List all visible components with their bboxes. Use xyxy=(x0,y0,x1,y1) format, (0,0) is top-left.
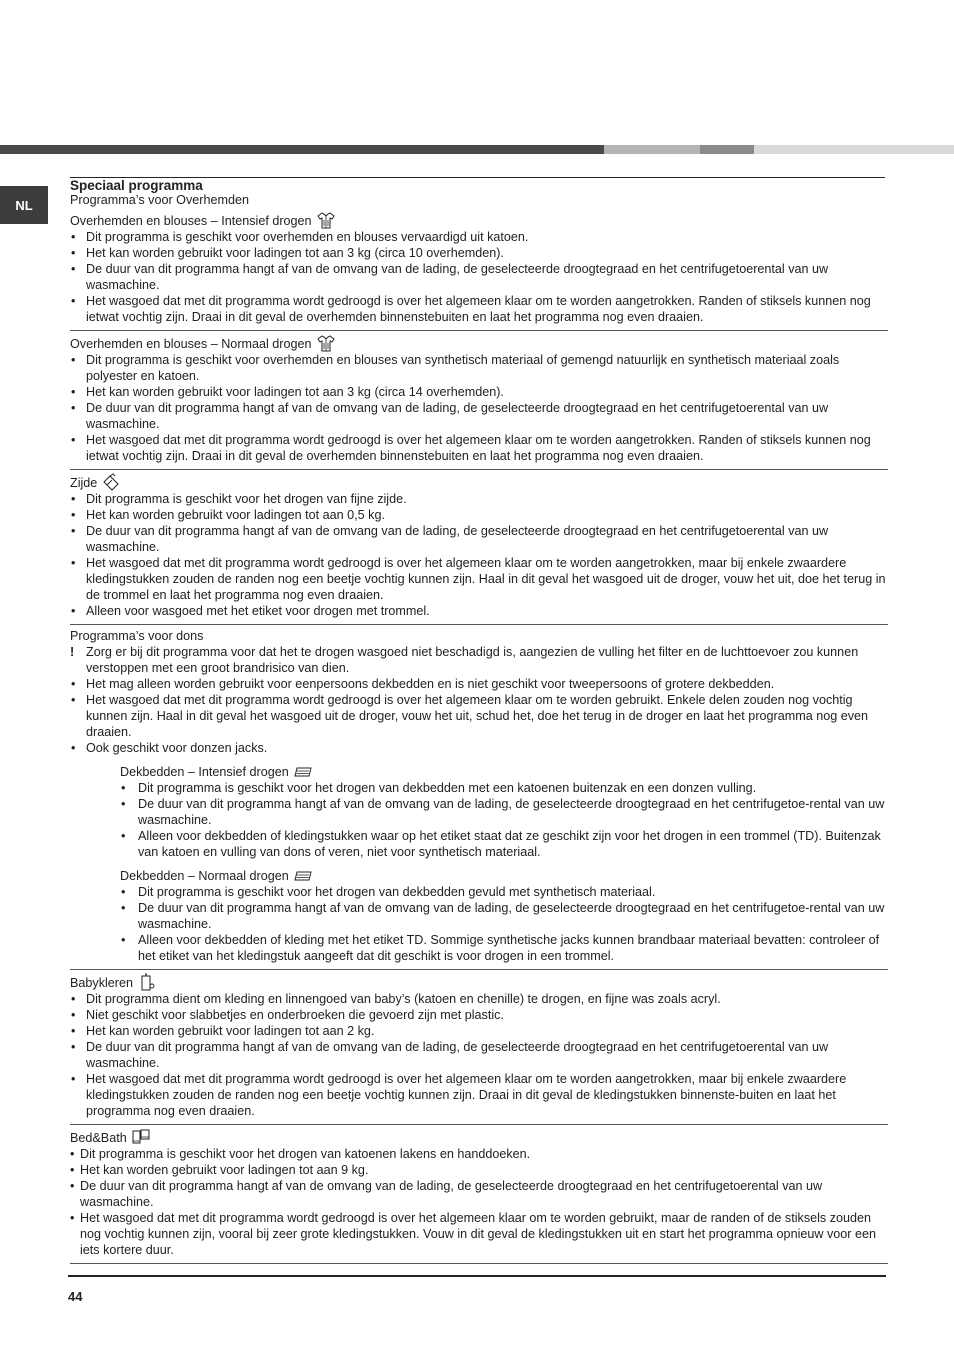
section-heading xyxy=(70,1128,888,1146)
bullet-list xyxy=(120,884,888,964)
list-item: • De duur van dit programma hangt af van de omvang van de lading, de geselecteerde droogtegraad en het centrifugetoe-rental van uw wasmachine. xyxy=(120,796,888,828)
section-down xyxy=(70,628,888,970)
page-subtitle: Programma’s voor Overhemden xyxy=(70,193,249,207)
list-item: • Het kan worden gebruikt voor ladingen tot aan 2 kg. xyxy=(70,1023,888,1039)
header-bar-segment xyxy=(700,145,754,154)
subsection-heading-text: Dekbedden – Normaal drogen xyxy=(120,869,289,883)
section-heading xyxy=(70,211,888,229)
list-item: • Het wasgoed dat met dit programma wordt gedroogd is over het algemeen klaar om te worden gebruikt. Enkele delen zouden nog vochtig kunnen zijn. Haal in dit geval het wasgoed uit de droger, vouw het uit, schud het, doe het terug in de droger en laat het programma nog even draaien. xyxy=(70,692,888,740)
list-item: • Alleen voor dekbedden of kleding met het etiket TD. Sommige synthetische jacks kunnen brandbaar materiaal bevatten: controleer of het etiket van het kledingstuk aangeeft dat dit geschikt is voor drogen in een trommel. xyxy=(120,932,888,964)
subsection-heading xyxy=(120,866,888,884)
duvet-icon xyxy=(293,866,313,884)
list-item: • Dit programma is geschikt voor overhemden en blouses vervaardigd uit katoen. xyxy=(70,229,888,245)
subsection-heading-text: Dekbedden – Intensief drogen xyxy=(120,765,289,779)
list-item: • Het wasgoed dat met dit programma wordt gedroogd is over het algemeen klaar om te worden gebruikt, maar de randen of de stiksels zouden nog vochtig kunnen zijn, vooral bij zeer grote kledingstukken. Vouw in dit geval de kledingstukken uit en start het programma opnieuw voor een iets kortere duur. xyxy=(70,1210,888,1258)
bullet-list xyxy=(70,491,888,619)
list-item: • De duur van dit programma hangt af van de omvang van de lading, de geselecteerde droogtegraad en het centrifugetoerental van uw wasmachine. xyxy=(70,261,888,293)
list-item: • De duur van dit programma hangt af van de omvang van de lading, de geselecteerde droogtegraad en het centrifugetoerental van uw wasmachine. xyxy=(70,1039,888,1071)
section-heading-text: Bed&Bath xyxy=(70,1131,127,1145)
list-item: • Het wasgoed dat met dit programma wordt gedroogd is over het algemeen klaar om te worden aangetrokken, maar bij enkele zwaardere kledingstukken zouden de randen nog een beetje vochtig kunnen zijn. Draai in dit geval de kledingstukken binnenste-buiten en laat het programma nog even draaien. xyxy=(70,1071,888,1119)
section-heading-text: Overhemden en blouses – Intensief drogen xyxy=(70,214,312,228)
list-item: • Het kan worden gebruikt voor ladingen tot aan 3 kg (circa 14 overhemden). xyxy=(70,384,888,400)
list-item: • Alleen voor dekbedden of kledingstukken waar op het etiket staat dat ze geschikt zijn voor het drogen in een trommel (TD). Buitenzak van katoen en vulling van dons of veren, niet voor synthetisch materiaal. xyxy=(120,828,888,860)
header-bar-segment xyxy=(0,145,604,154)
list-item: • Het kan worden gebruikt voor ladingen tot aan 0,5 kg. xyxy=(70,507,888,523)
header-color-bar xyxy=(0,145,954,154)
subsection-duvet-normal xyxy=(120,866,888,964)
list-item: • Het wasgoed dat met dit programma wordt gedroogd is over het algemeen klaar om te worden aangetrokken. Randen of stiksels kunnen nog ietwat vochtig zijn. Draai in dit geval de overhemden binnenstebuiten en laat het programma nog even draaien. xyxy=(70,432,888,464)
list-item: • Dit programma is geschikt voor het drogen van katoenen lakens en handdoeken. xyxy=(70,1146,888,1162)
list-item: • Dit programma is geschikt voor het drogen van dekbedden met een katoenen buitenzak en een donzen vulling. xyxy=(120,780,888,796)
list-item: • Alleen voor wasgoed met het etiket voor drogen met trommel. xyxy=(70,603,888,619)
section-heading xyxy=(70,973,888,991)
subsection-heading xyxy=(120,762,888,780)
list-item: • Het wasgoed dat met dit programma wordt gedroogd is over het algemeen klaar om te worden aangetrokken, maar bij enkele zwaardere kledingstukken zouden de randen nog een beetje vochtig kunnen zijn. Haal in dit geval het wasgoed uit de droger, vouw het uit, doe het terug in de trommel en laat het programma nog even draaien. xyxy=(70,555,888,603)
bed-bath-icon xyxy=(131,1128,151,1146)
footer-divider xyxy=(68,1275,886,1277)
section-bed-bath xyxy=(70,1128,888,1264)
list-item: • Het wasgoed dat met dit programma wordt gedroogd is over het algemeen klaar om te worden aangetrokken. Randen of stiksels kunnen nog ietwat vochtig zijn. Draai in dit geval de overhemden binnenstebuiten en laat het programma nog even draaien. xyxy=(70,293,888,325)
shirt-icon xyxy=(316,334,336,352)
list-item: • Het kan worden gebruikt voor ladingen tot aan 9 kg. xyxy=(70,1162,888,1178)
section-heading xyxy=(70,334,888,352)
header-bar-segment xyxy=(754,145,954,154)
list-item: • Dit programma is geschikt voor overhemden en blouses van synthetisch materiaal of gemengd natuurlijk en synthetisch materiaal zoals polyester en katoen. xyxy=(70,352,888,384)
duvet-icon xyxy=(293,762,313,780)
section-heading-text: Zijde xyxy=(70,476,98,490)
baby-clothes-icon xyxy=(137,973,157,991)
section-heading xyxy=(70,473,888,491)
section-silk xyxy=(70,473,888,625)
shirt-icon xyxy=(316,211,336,229)
list-item: • De duur van dit programma hangt af van de omvang van de lading, de geselecteerde droogtegraad en het centrifugetoe-rental van uw wasmachine. xyxy=(120,900,888,932)
section-heading xyxy=(70,628,888,644)
section-baby-clothes xyxy=(70,973,888,1125)
page-number: 44 xyxy=(68,1289,83,1304)
list-item: • Niet geschikt voor slabbetjes en onderbroeken die gevoerd zijn met plastic. xyxy=(70,1007,888,1023)
language-tab: NL xyxy=(0,186,48,224)
list-item: • Het kan worden gebruikt voor ladingen tot aan 3 kg (circa 10 overhemden). xyxy=(70,245,888,261)
section-heading-text: Programma’s voor dons xyxy=(70,629,204,643)
bullet-list xyxy=(70,229,888,325)
list-item: • De duur van dit programma hangt af van de omvang van de lading, de geselecteerde droogtegraad en het centrifugetoerental van uw wasmachine. xyxy=(70,1178,888,1210)
section-shirts-normal xyxy=(70,334,888,470)
section-heading-text: Babykleren xyxy=(70,976,134,990)
bullet-list xyxy=(70,991,888,1119)
section-shirts-intensive xyxy=(70,211,888,331)
bullet-list xyxy=(120,780,888,860)
page-title: Speciaal programma xyxy=(70,178,203,193)
warning-item: ! Zorg er bij dit programma voor dat het te drogen wasgoed niet beschadigd is, aangezien de vulling het filter en de luchttoevoer zou kunnen verstoppen met een groot brandrisico van dien. xyxy=(70,644,888,676)
list-item: • Dit programma dient om kleding en linnengoed van baby’s (katoen en chenille) te drogen, en fijne was zoals acryl. xyxy=(70,991,888,1007)
silk-icon xyxy=(101,473,121,491)
bullet-list xyxy=(70,644,888,756)
list-item: • De duur van dit programma hangt af van de omvang van de lading, de geselecteerde droogtegraad en het centrifugetoerental van uw wasmachine. xyxy=(70,523,888,555)
list-item: • Dit programma is geschikt voor het drogen van fijne zijde. xyxy=(70,491,888,507)
list-item: • Dit programma is geschikt voor het drogen van dekbedden gevuld met synthetisch materiaal. xyxy=(120,884,888,900)
section-heading-text: Overhemden en blouses – Normaal drogen xyxy=(70,337,312,351)
list-item: • Het mag alleen worden gebruikt voor eenpersoons dekbedden en is niet geschikt voor tweepersoons of grotere dekbedden. xyxy=(70,676,888,692)
header-bar-segment xyxy=(604,145,700,154)
list-item: • Ook geschikt voor donzen jacks. xyxy=(70,740,888,756)
subsection-duvet-intensive xyxy=(120,762,888,860)
list-item: • De duur van dit programma hangt af van de omvang van de lading, de geselecteerde droogtegraad en het centrifugetoerental van uw wasmachine. xyxy=(70,400,888,432)
bullet-list xyxy=(70,352,888,464)
bullet-list xyxy=(70,1146,888,1258)
page-content xyxy=(70,177,888,1267)
